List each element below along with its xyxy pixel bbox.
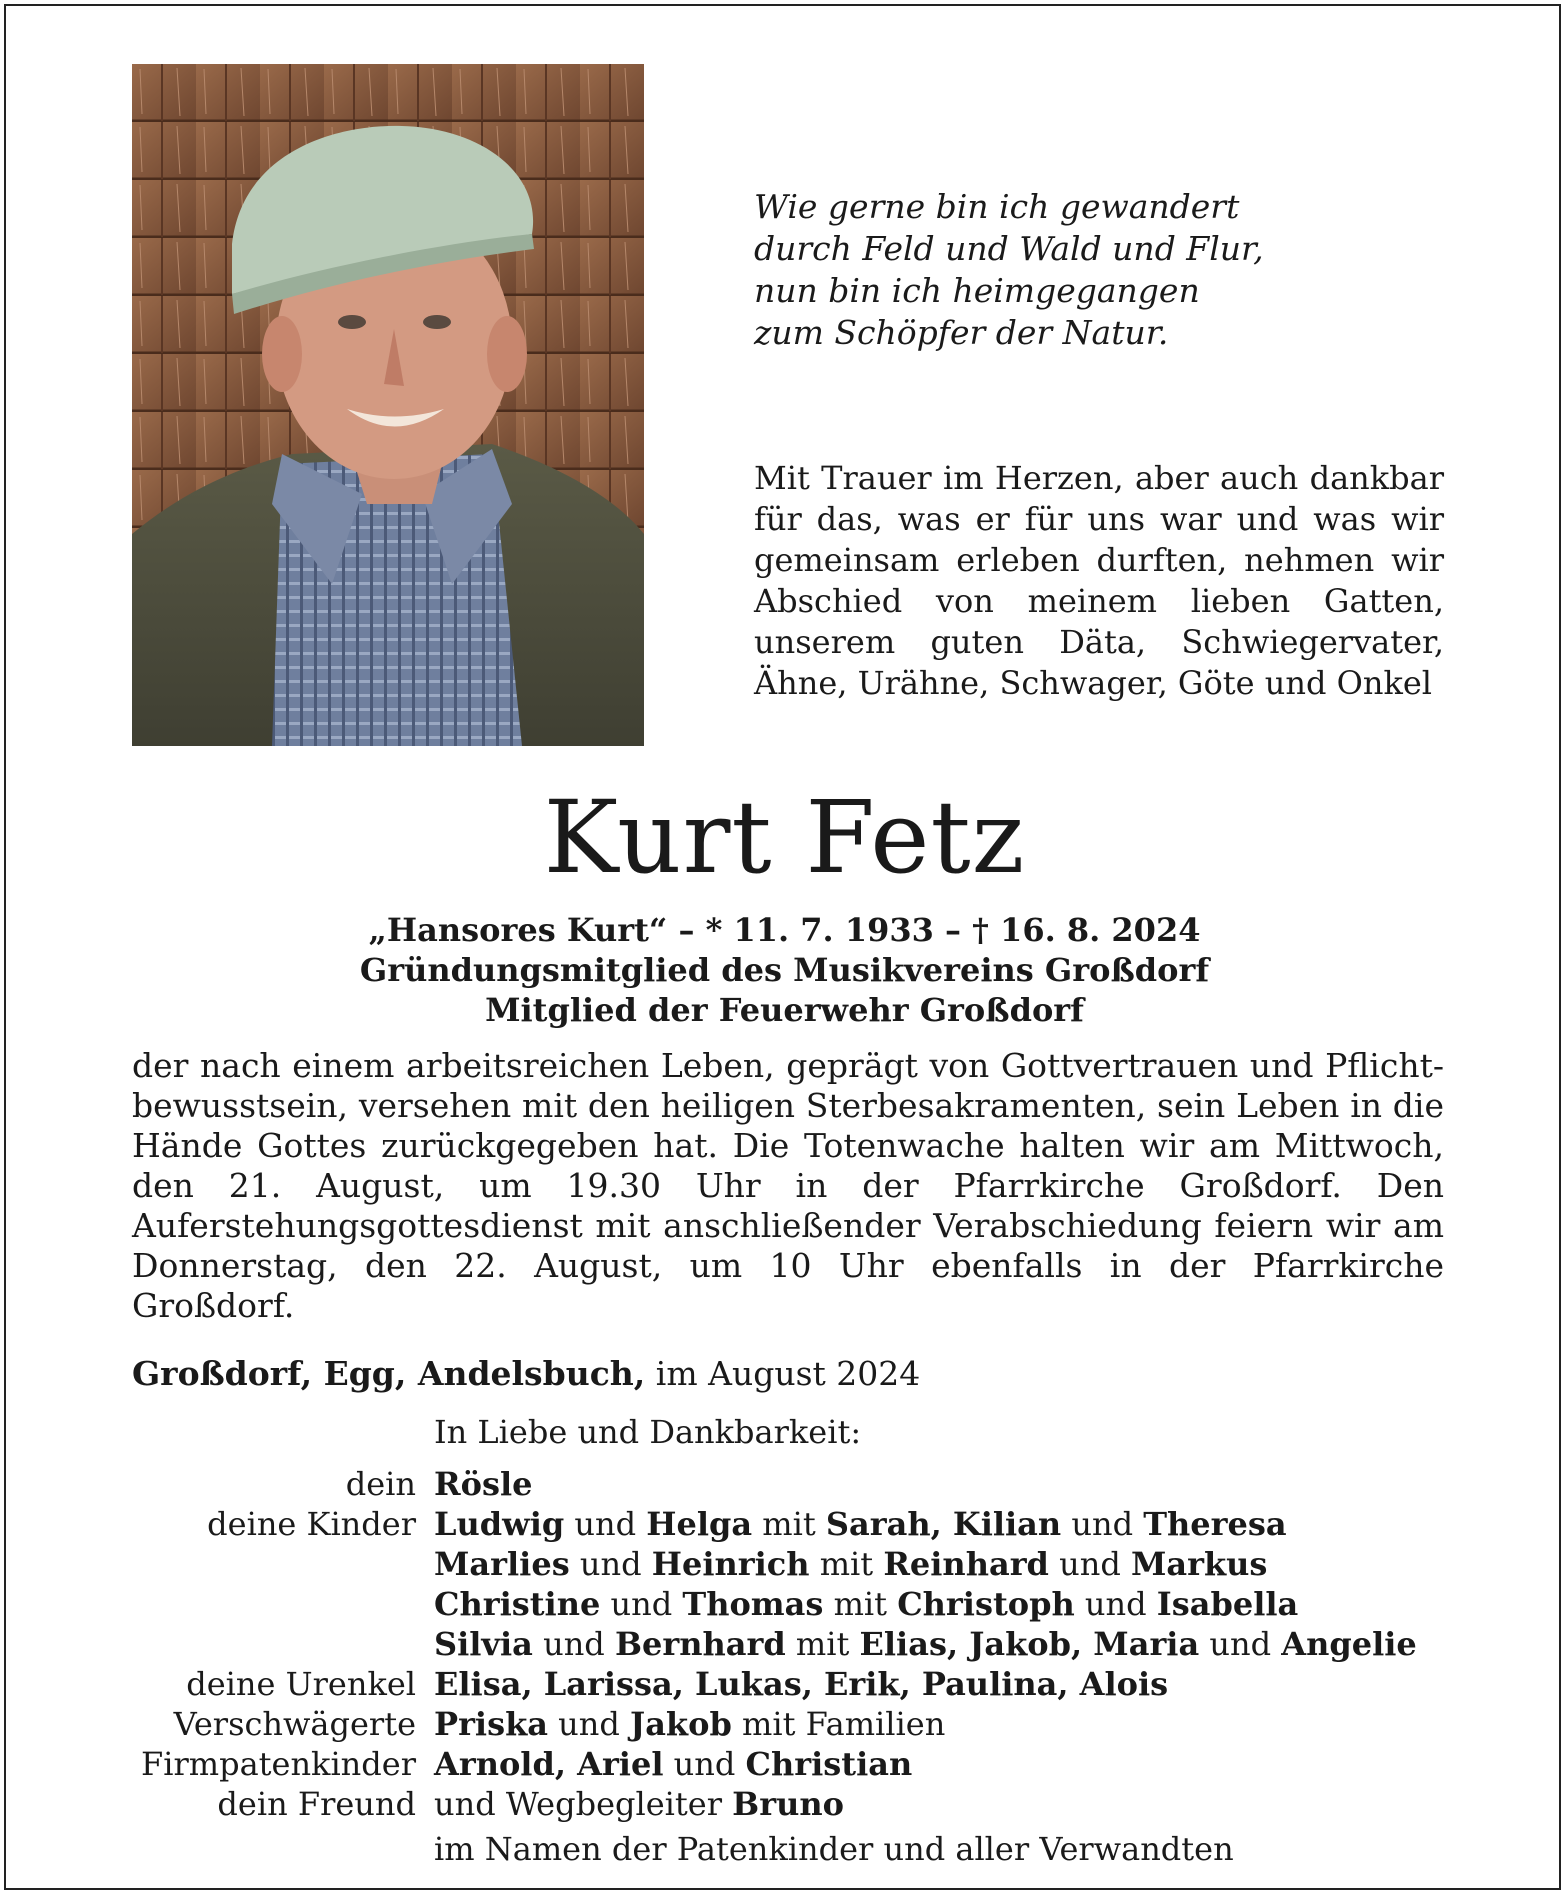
- family-relation: Firmpatenkinder: [141, 1745, 416, 1783]
- obituary-page: [4, 4, 1561, 1890]
- family-member-name: Christine: [434, 1585, 601, 1623]
- family-connector: und: [1074, 1585, 1157, 1623]
- family-member-name: Silvia: [434, 1625, 533, 1663]
- family-connector: mit Familien: [731, 1705, 946, 1743]
- family-member-name: Priska: [434, 1705, 548, 1743]
- family-names: [434, 1744, 912, 1784]
- family-names: [434, 1504, 1287, 1544]
- family-member-name: Christian: [745, 1745, 913, 1783]
- poem-line: durch Feld und Wald und Flur,: [754, 229, 1264, 268]
- family-row: [6, 1584, 1563, 1624]
- family-connector: und: [532, 1625, 615, 1663]
- family-names: [434, 1584, 1298, 1624]
- family-connector: und: [600, 1585, 683, 1623]
- family-row: [6, 1504, 1563, 1544]
- family-row: [6, 1744, 1563, 1784]
- family-row: [6, 1624, 1563, 1664]
- family-member-name: Sarah, Kilian: [825, 1505, 1062, 1543]
- family-member-name: Angelie: [1281, 1625, 1417, 1663]
- membership-line: Gründungsmitglied des Musikvereins Großdorf: [359, 951, 1210, 989]
- family-connector: und: [1199, 1625, 1282, 1663]
- family-member-name: Jakob: [630, 1705, 732, 1743]
- family-member-name: Arnold, Ariel: [434, 1745, 664, 1783]
- family-names: [434, 1664, 1168, 1704]
- family-row: [6, 1704, 1563, 1744]
- poem: [754, 186, 1454, 354]
- poem-line: nun bin ich heimgegangen: [754, 271, 1200, 310]
- final-line: im Namen der Patenkinder und aller Verwandten: [434, 1830, 1234, 1868]
- family-member-name: Thomas: [682, 1585, 824, 1623]
- family-connector: mit: [809, 1545, 884, 1583]
- family-names: [434, 1544, 1267, 1584]
- deceased-name: Kurt Fetz: [543, 779, 1026, 896]
- intro-paragraph: Mit Trauer im Herzen, aber auch dankbar für das, was er für uns war und was wir gemeinsam erleben durften, nehmen wir Abschied von meinem lieben Gatten, unserem guten Däta, Schwiegervater, Ähne, Urähne, Schwager, Göte und Onkel: [754, 459, 1444, 702]
- family-row: [6, 1784, 1563, 1824]
- family-connector: und: [564, 1505, 647, 1543]
- family-row: [6, 1664, 1563, 1704]
- family-connector: und: [1048, 1545, 1131, 1583]
- family-relation: deine Urenkel: [186, 1665, 416, 1703]
- family-member-name: Reinhard: [883, 1545, 1049, 1583]
- place-date-text: im August 2024: [645, 1354, 921, 1393]
- family-connector: mit: [752, 1505, 826, 1543]
- family-row: [6, 1544, 1563, 1584]
- family-row: [6, 1464, 1563, 1504]
- family-relation: deine Kinder: [207, 1505, 416, 1543]
- family-member-name: Elias, Jakob, Maria: [859, 1625, 1200, 1663]
- place-date: [132, 1354, 920, 1394]
- family-relation: Verschwägerte: [173, 1705, 416, 1743]
- family-member-name: Marlies: [434, 1545, 570, 1583]
- subtitle-block: [6, 910, 1563, 1030]
- closing-phrase: In Liebe und Dankbarkeit:: [434, 1413, 862, 1451]
- family-connector: und Wegbegleiter: [434, 1785, 733, 1823]
- family-member-name: Theresa: [1143, 1505, 1287, 1543]
- family-list: [6, 1464, 1563, 1824]
- family-names: [434, 1704, 945, 1744]
- family-relation: dein: [345, 1465, 416, 1503]
- family-member-name: Markus: [1130, 1545, 1268, 1583]
- membership-line: Mitglied der Feuerwehr Großdorf: [485, 991, 1084, 1029]
- family-connector: und: [548, 1705, 631, 1743]
- nickname-dates: „Hansores Kurt“ – * 11. 7. 1933 – † 16. 8. 2024: [368, 911, 1201, 949]
- family-member-name: Elisa, Larissa, Lukas, Erik, Paulina, Alois: [434, 1665, 1169, 1703]
- portrait-photo: [132, 64, 644, 746]
- family-member-name: Ludwig: [434, 1505, 565, 1543]
- family-connector: mit: [823, 1585, 898, 1623]
- family-member-name: Isabella: [1156, 1585, 1299, 1623]
- family-member-name: Heinrich: [651, 1545, 810, 1583]
- family-names: [434, 1464, 532, 1504]
- family-connector: und: [1061, 1505, 1144, 1543]
- family-connector: mit: [785, 1625, 860, 1663]
- family-connector: und: [663, 1745, 746, 1783]
- family-member-name: Christoph: [897, 1585, 1075, 1623]
- family-names: [434, 1624, 1417, 1664]
- family-names: [434, 1784, 844, 1824]
- family-member-name: Bruno: [732, 1785, 844, 1823]
- family-member-name: Helga: [646, 1505, 753, 1543]
- place-locations: Großdorf, Egg, Andelsbuch,: [132, 1354, 646, 1393]
- family-member-name: Rösle: [434, 1465, 533, 1503]
- main-paragraph: der nach einem arbeitsreichen Leben, geprägt von Gottvertrauen und Pflichtbewusstsein, versehen mit den heiligen Sterbesakramenten, sein Leben in die Hände Gottes zurückgegeben hat. Die Totenwache halten wir am Mittwoch, den 21. August, um 19.30 Uhr in der Pfarrkirche Großdorf. Den Auferstehungsgottesdienst mit anschließender Verabschiedung feiern wir am Donnerstag, den 22. August, um 10 Uhr ebenfalls in der Pfarrkirche Großdorf.: [132, 1046, 1444, 1325]
- family-connector: und: [569, 1545, 652, 1583]
- poem-line: Wie gerne bin ich gewandert: [754, 187, 1240, 226]
- family-member-name: Bernhard: [614, 1625, 786, 1663]
- poem-line: zum Schöpfer der Natur.: [754, 313, 1169, 352]
- family-relation: dein Freund: [217, 1785, 416, 1823]
